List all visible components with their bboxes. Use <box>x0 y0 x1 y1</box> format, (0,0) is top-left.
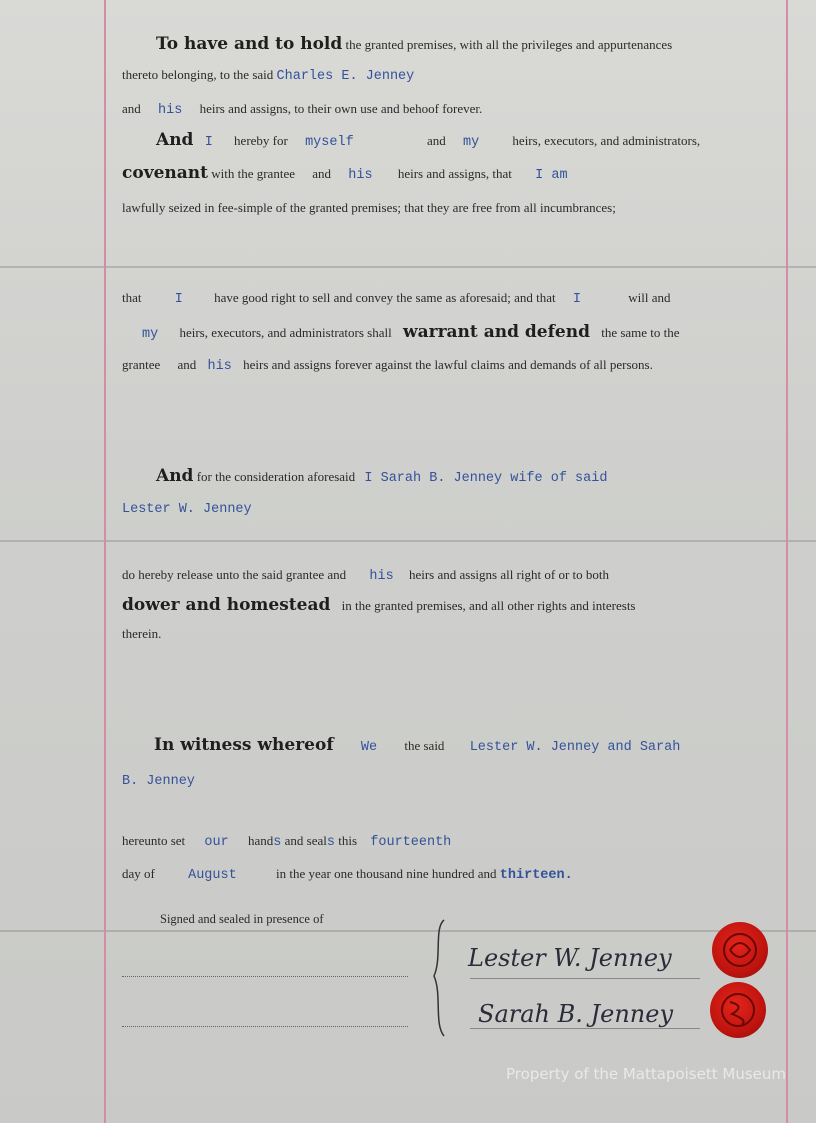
releasor-name: I Sarah B. Jenney wife of said <box>364 471 608 486</box>
habendum-text: heirs and assigns, to their own use and behoof forever. <box>199 101 483 116</box>
habendum-text: the granted premises, with all the privileges and appurtenances <box>345 37 673 52</box>
typed-day: fourteenth <box>370 835 452 850</box>
covenant-line-1 <box>156 130 700 150</box>
left-margin-line <box>104 0 106 1123</box>
testimonium-text: and seal <box>284 833 327 848</box>
release-text: for the consideration aforesaid <box>196 469 356 484</box>
covenant-text: and <box>312 166 332 181</box>
covenant-text: and <box>426 133 446 148</box>
covenant-text: hereby for <box>234 133 288 148</box>
habendum-text: and <box>122 101 141 116</box>
typed-pronoun: my <box>462 135 480 150</box>
release-line-3 <box>122 567 609 584</box>
warranty-text: that <box>122 290 142 305</box>
typed-suffix: s <box>273 835 282 850</box>
warranty-line-1 <box>122 290 670 307</box>
testimonium-text: the said <box>404 738 445 753</box>
release-text: therein. <box>122 626 162 641</box>
covenant-text: heirs and assigns, that <box>397 166 512 181</box>
testimonium-text: hereunto set <box>122 833 186 848</box>
blackletter-word: warrant and defend <box>402 322 590 342</box>
warranty-line-3 <box>122 357 653 374</box>
typed-pronoun: our <box>204 835 229 850</box>
typed-pronoun: We <box>360 740 378 755</box>
testimonium-line-4 <box>122 866 573 883</box>
typed-pronoun: I <box>204 135 213 150</box>
covenant-text: lawfully seized in fee-simple of the granted premises; that they are free from all incumbrances; <box>122 200 616 215</box>
habendum-line-1 <box>156 34 672 54</box>
signature-line-1 <box>470 978 700 979</box>
testimonium-text: hand <box>247 833 274 848</box>
release-line-1 <box>156 466 607 486</box>
warranty-text: have good right to sell and convey the same as aforesaid; and that <box>214 290 556 305</box>
typed-pronoun: his <box>207 359 232 374</box>
blackletter-word: covenant <box>122 163 208 183</box>
husband-name: Lester W. Jenney <box>122 502 252 517</box>
release-line-4 <box>122 595 636 615</box>
typed-pronoun: my <box>142 327 159 342</box>
warranty-line-2 <box>142 322 680 342</box>
covenant-line-3 <box>122 200 616 216</box>
release-text: do hereby release unto the said grantee and <box>122 567 347 582</box>
signature-brace <box>430 918 450 1038</box>
blackletter-heading: In witness whereof <box>154 735 334 755</box>
typed-year: thirteen. <box>499 868 573 883</box>
testimonium-line-3 <box>122 833 451 850</box>
warranty-text: heirs, executors, and administrators shall <box>179 325 392 340</box>
habendum-line-2 <box>122 67 414 84</box>
blackletter-word: dower and homestead <box>122 595 331 615</box>
signature-lester: Lester W. Jenney <box>468 944 672 972</box>
witness-line-1 <box>122 976 408 977</box>
blackletter-heading: And <box>156 130 194 150</box>
blackletter-heading: To have and to hold <box>156 34 343 54</box>
habendum-line-3 <box>122 101 482 118</box>
release-text: in the granted premises, and all other rights and interests <box>341 598 636 613</box>
release-line-2 <box>122 500 252 517</box>
paper-fold-middle <box>0 540 816 542</box>
typed-pronoun: myself <box>305 135 354 150</box>
testimonium-text: this <box>338 833 358 848</box>
signed-sealed-label: Signed and sealed in presence of <box>160 912 324 926</box>
typed-pronoun: I <box>174 292 183 307</box>
warranty-text: grantee <box>122 357 161 372</box>
witness-line-2 <box>122 1026 408 1027</box>
paper-fold-upper <box>0 266 816 268</box>
testimonium-text: in the year one thousand nine hundred and <box>275 866 497 881</box>
warranty-text: will and <box>628 290 671 305</box>
museum-watermark: Property of the Mattapoisett Museum <box>506 1065 786 1083</box>
typed-pronoun: I am <box>535 168 568 183</box>
testimonium-line-1 <box>154 735 680 755</box>
right-margin-line <box>786 0 788 1123</box>
covenant-text: heirs, executors, and administrators, <box>512 133 701 148</box>
warranty-text: the same to the <box>601 325 680 340</box>
grantee-name: Charles E. Jenney <box>276 69 415 84</box>
signature-sarah: Sarah B. Jenney <box>478 1000 674 1028</box>
wax-seal-2 <box>710 982 766 1038</box>
grantor-names: B. Jenney <box>122 774 195 789</box>
warranty-text: and <box>177 357 197 372</box>
paper-fold-lower <box>0 930 816 932</box>
signature-line-2 <box>470 1028 700 1029</box>
typed-pronoun: his <box>369 569 394 584</box>
typed-pronoun: his <box>158 103 183 118</box>
covenant-line-2 <box>122 163 568 183</box>
warranty-text: heirs and assigns forever against the lawful claims and demands of all persons. <box>243 357 653 372</box>
covenant-text: with the grantee <box>211 166 295 181</box>
typed-month: August <box>188 868 237 883</box>
wax-seal-1 <box>712 922 768 978</box>
typed-pronoun: his <box>348 168 373 183</box>
testimonium-line-2 <box>122 772 195 789</box>
typed-suffix: s <box>326 835 335 850</box>
grantor-names: Lester W. Jenney and Sarah <box>469 740 681 755</box>
typed-pronoun: I <box>572 292 581 307</box>
habendum-text: thereto belonging, to the said <box>122 67 274 82</box>
release-line-5 <box>122 626 161 642</box>
blackletter-heading: And <box>156 466 194 486</box>
release-text: heirs and assigns all right of or to both <box>408 567 609 582</box>
testimonium-text: day of <box>122 866 155 881</box>
